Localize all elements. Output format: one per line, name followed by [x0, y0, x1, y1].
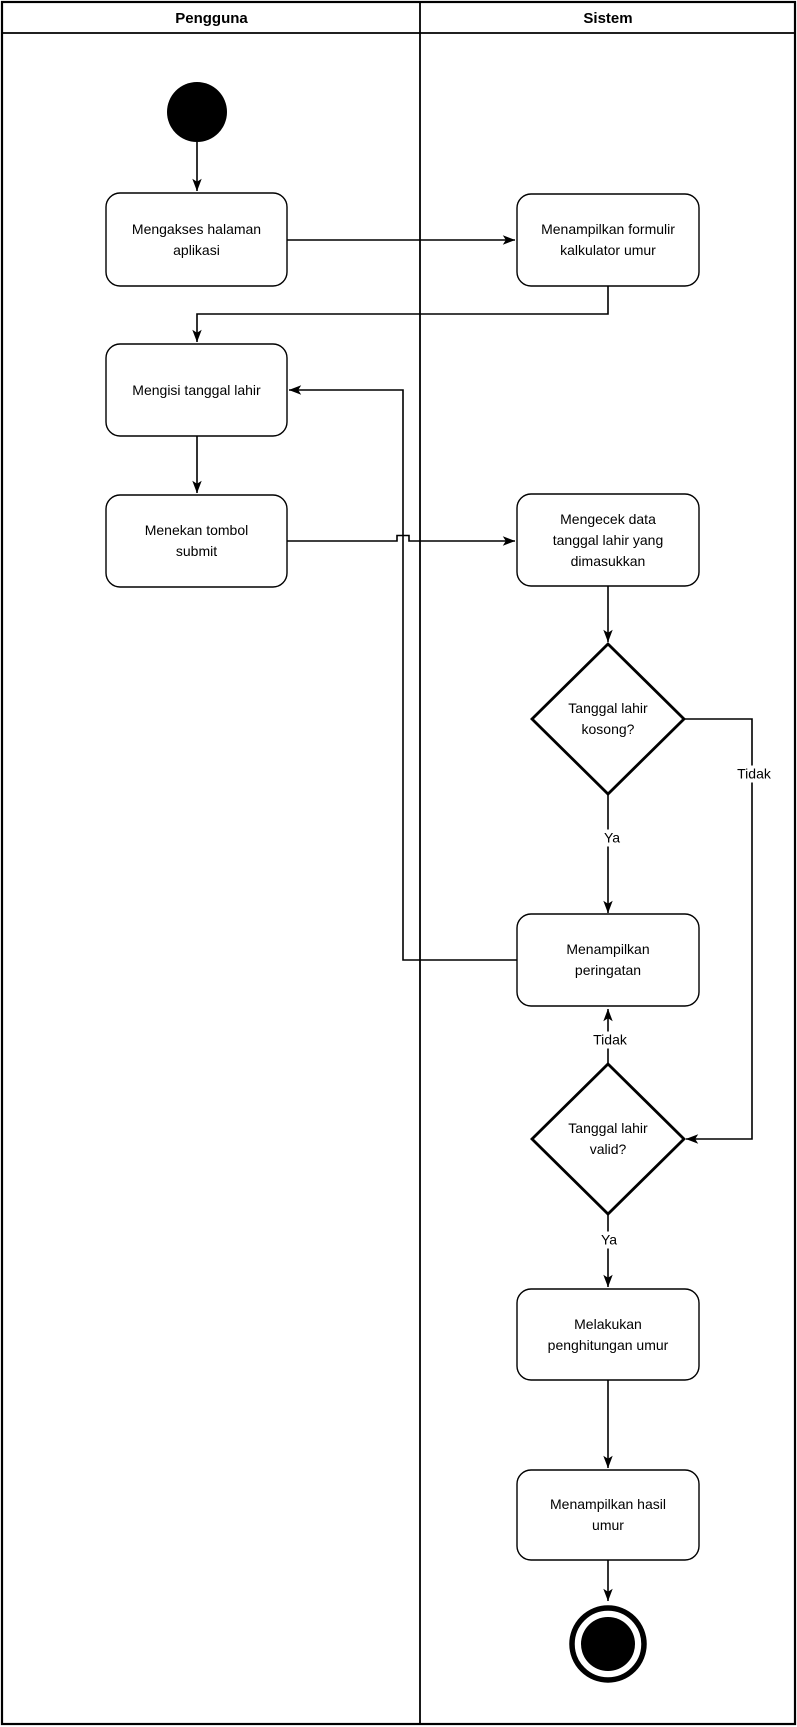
- action-node-show-warning: [517, 914, 699, 1006]
- action-node-check-data: [517, 494, 699, 586]
- node-label-calculate-age: Melakukan penghitungan umur: [547, 1315, 669, 1353]
- lane-title-sistem: Sistem: [583, 9, 633, 27]
- edge-label-empty-yes: Ya: [603, 829, 621, 846]
- node-label-show-form: Menampilkan formulir kalkulator umur: [541, 221, 675, 258]
- edge-label-valid-yes: Ya: [600, 1231, 618, 1248]
- action-node-show-result: [517, 1470, 699, 1560]
- node-label-decision-valid: Tanggal lahir valid?: [568, 1120, 648, 1157]
- initial-node: [167, 82, 227, 142]
- edge-press-submit-to-check-data: [287, 536, 515, 542]
- node-label-fill-birthdate: Mengisi tanggal lahir: [132, 381, 261, 398]
- action-node-access-page: [106, 193, 287, 286]
- edge-label-valid-no: Tidak: [593, 1031, 627, 1048]
- action-node-press-submit: [106, 495, 287, 587]
- node-label-show-warning: Menampilkan peringatan: [566, 941, 650, 978]
- action-node-calculate-age: [517, 1289, 699, 1380]
- node-label-press-submit: Menekan tombol submit: [144, 522, 249, 559]
- node-label-check-data: Mengecek data tanggal lahir yang dimasukkan: [552, 510, 664, 569]
- node-label-show-result: Menampilkan hasil umur: [550, 1496, 666, 1533]
- decision-node-valid: [532, 1064, 684, 1214]
- final-node: [572, 1608, 644, 1680]
- edge-show-warning-to-fill-birthdate: [289, 390, 517, 960]
- edge-label-empty-no: Tidak: [737, 765, 771, 782]
- lane-title-pengguna: Pengguna: [175, 9, 248, 27]
- action-node-fill-birthdate: [106, 344, 287, 436]
- decision-node-empty: [532, 644, 684, 794]
- node-label-decision-empty: Tanggal lahir kosong?: [568, 700, 648, 737]
- action-node-show-form: [517, 194, 699, 286]
- final-node-inner-dot: [581, 1617, 635, 1671]
- node-label-access-page: Mengakses halaman aplikasi: [131, 220, 262, 258]
- edge-show-form-to-fill-birthdate: [197, 286, 608, 342]
